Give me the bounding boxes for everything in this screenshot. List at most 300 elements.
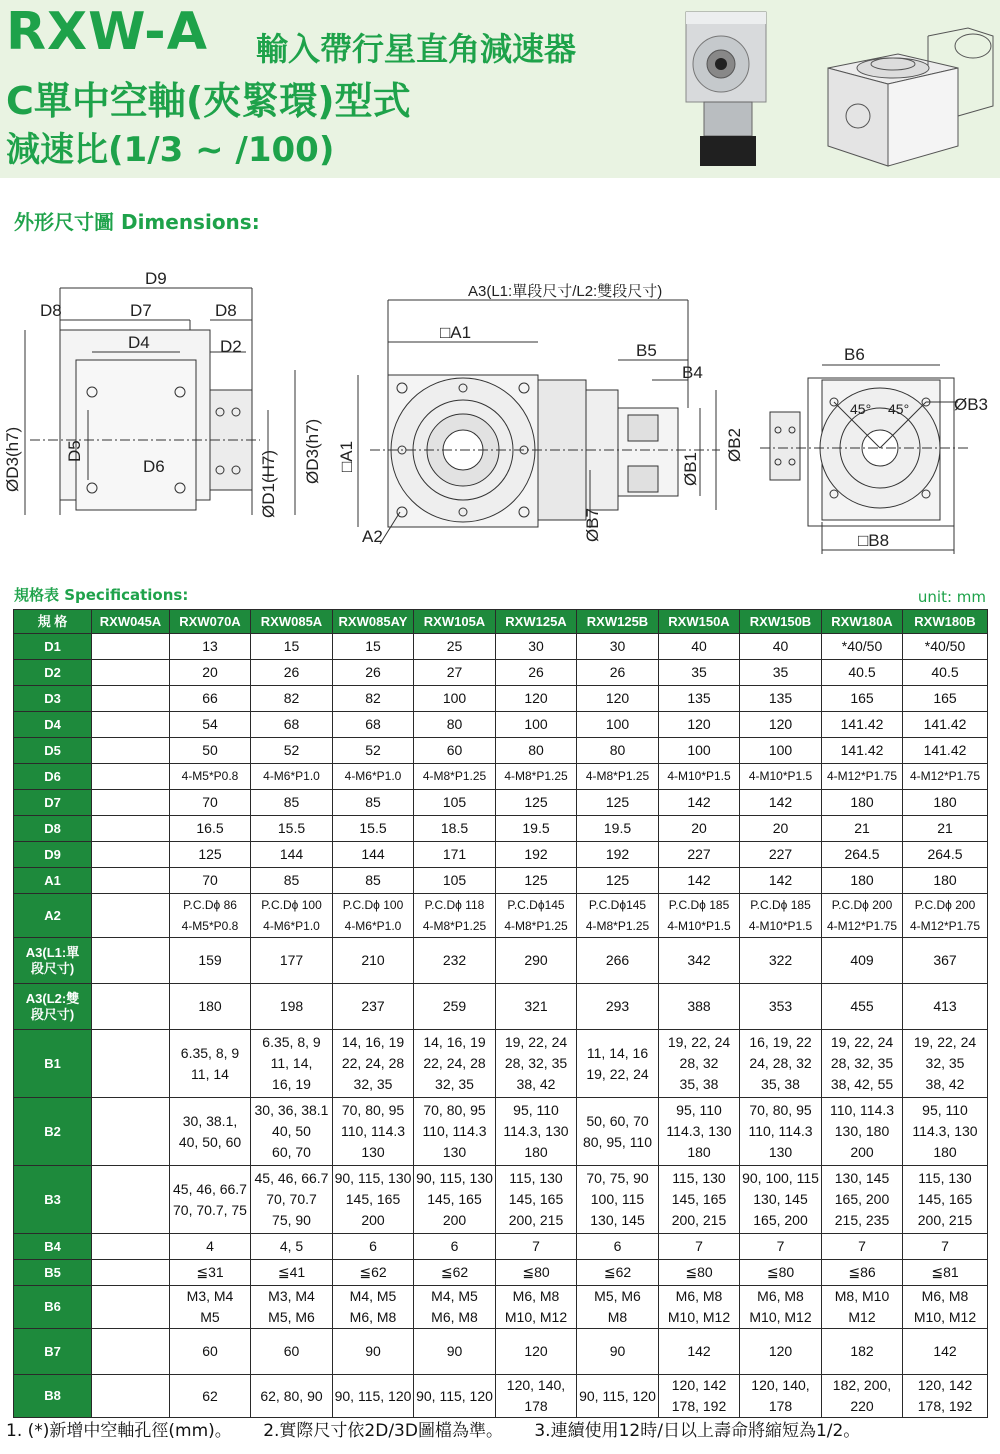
table-row <box>14 842 988 868</box>
table-cell <box>92 634 170 660</box>
table-cell: 259 <box>414 984 496 1030</box>
table-cell: 52 <box>333 738 414 764</box>
table-cell: 110, 114.3 130, 180 200 <box>822 1098 903 1166</box>
table-cell: 70 <box>170 790 251 816</box>
table-cell: 4-M6*P1.0 <box>333 764 414 790</box>
table-cell: 26 <box>577 660 659 686</box>
label-d6: D6 <box>143 457 165 476</box>
table-cell: ≦62 <box>577 1260 659 1286</box>
table-cell: P.C.Dϕ 118 4-M8*P1.25 <box>414 894 496 938</box>
row-label: D4 <box>14 712 92 738</box>
row-label: D5 <box>14 738 92 764</box>
table-cell: 6.35, 8, 9 11, 14 <box>170 1030 251 1098</box>
header-cell: 規 格 <box>14 610 92 634</box>
table-cell: *40/50 <box>903 634 988 660</box>
table-cell: 4-M5*P0.8 <box>170 764 251 790</box>
row-label: B8 <box>14 1375 92 1418</box>
table-cell: 30 <box>496 634 577 660</box>
row-label: A1 <box>14 868 92 894</box>
table-cell <box>92 938 170 984</box>
table-cell: 68 <box>333 712 414 738</box>
table-cell: 141.42 <box>903 738 988 764</box>
table-cell: 70, 80, 95 110, 114.3 130 <box>740 1098 822 1166</box>
table-cell: 85 <box>251 868 333 894</box>
table-cell: 16.5 <box>170 816 251 842</box>
table-cell: 105 <box>414 868 496 894</box>
row-label: B4 <box>14 1234 92 1260</box>
table-cell: 80 <box>577 738 659 764</box>
table-cell: 264.5 <box>822 842 903 868</box>
table-cell: 18.5 <box>414 816 496 842</box>
table-cell: P.C.Dϕ 86 4-M5*P0.8 <box>170 894 251 938</box>
table-cell: 388 <box>659 984 740 1030</box>
table-cell: 7 <box>903 1234 988 1260</box>
table-cell: 120 <box>740 712 822 738</box>
row-label: D2 <box>14 660 92 686</box>
label-b7: ØB7 <box>583 507 602 542</box>
header-cell: RXW085A <box>251 610 333 634</box>
table-cell: 4, 5 <box>251 1234 333 1260</box>
table-cell: 90 <box>577 1329 659 1375</box>
table-cell <box>92 842 170 868</box>
table-cell: 70, 80, 95 110, 114.3 130 <box>414 1098 496 1166</box>
table-cell: 95, 110 114.3, 130 180 <box>659 1098 740 1166</box>
table-row <box>14 790 988 816</box>
table-cell: 227 <box>740 842 822 868</box>
header-cell: RXW085AY <box>333 610 414 634</box>
label-b2: ØB2 <box>725 427 744 462</box>
table-cell: 7 <box>659 1234 740 1260</box>
table-cell: 15.5 <box>333 816 414 842</box>
table-cell: 14, 16, 19 22, 24, 28 32, 35 <box>414 1030 496 1098</box>
table-cell <box>92 1234 170 1260</box>
label-a1-top: □A1 <box>440 323 472 342</box>
table-cell: 85 <box>333 868 414 894</box>
specifications-table <box>13 609 988 1418</box>
table-row <box>14 938 988 984</box>
table-row <box>14 1234 988 1260</box>
table-cell: 6 <box>333 1234 414 1260</box>
product-title: 輸入帶行星直角減速器 <box>256 30 577 68</box>
table-cell: 125 <box>170 842 251 868</box>
table-cell: 25 <box>414 634 496 660</box>
row-label: B1 <box>14 1030 92 1098</box>
table-cell: 342 <box>659 938 740 984</box>
table-cell: 321 <box>496 984 577 1030</box>
table-cell: ≦81 <box>903 1260 988 1286</box>
table-cell: 27 <box>414 660 496 686</box>
table-cell: 120 <box>659 712 740 738</box>
table-cell: 80 <box>496 738 577 764</box>
label-angle-left: 45° <box>850 401 872 417</box>
table-cell: 227 <box>659 842 740 868</box>
model-name: RXW-A <box>6 2 208 62</box>
table-cell: 165 <box>822 686 903 712</box>
label-a3: A3(L1:單段尺寸/L2:雙段尺寸) <box>468 283 663 300</box>
table-row <box>14 712 988 738</box>
table-cell: 115, 130 145, 165 200, 215 <box>903 1166 988 1234</box>
table-cell: P.C.Dϕ 100 4-M6*P1.0 <box>333 894 414 938</box>
label-d2: D2 <box>220 337 242 356</box>
table-cell: 198 <box>251 984 333 1030</box>
table-cell: 70, 75, 90 100, 115 130, 145 <box>577 1166 659 1234</box>
table-cell: 82 <box>333 686 414 712</box>
footnote: 3.連續使用12時/日以上壽命將縮短為1/2。 <box>534 1421 861 1441</box>
table-cell: 30, 36, 38.1 40, 50 60, 70 <box>251 1098 333 1166</box>
table-row <box>14 660 988 686</box>
table-cell: P.C.Dϕ145 4-M8*P1.25 <box>577 894 659 938</box>
table-row <box>14 1286 988 1329</box>
table-cell: M4, M5 M6, M8 <box>414 1286 496 1329</box>
table-cell: 165 <box>903 686 988 712</box>
label-d9: D9 <box>145 269 167 288</box>
row-label: D3 <box>14 686 92 712</box>
dimension-drawing <box>0 260 1000 580</box>
table-cell: 100 <box>659 738 740 764</box>
table-cell: 125 <box>496 868 577 894</box>
table-cell: 15.5 <box>251 816 333 842</box>
table-cell: 40.5 <box>822 660 903 686</box>
product-3d-drawing <box>808 6 998 174</box>
table-cell: 144 <box>251 842 333 868</box>
table-cell: 11, 14, 16 19, 22, 24 <box>577 1030 659 1098</box>
table-cell: 120, 142 178, 192 <box>903 1375 988 1418</box>
table-row <box>14 1329 988 1375</box>
table-cell: 21 <box>903 816 988 842</box>
table-cell <box>92 1375 170 1418</box>
table-cell: 45, 46, 66.7 70, 70.7 75, 90 <box>251 1166 333 1234</box>
table-row <box>14 984 988 1030</box>
table-cell: 4-M12*P1.75 <box>822 764 903 790</box>
table-cell: 266 <box>577 938 659 984</box>
product-photo <box>676 4 776 174</box>
table-cell: M5, M6 M8 <box>577 1286 659 1329</box>
table-cell <box>92 1329 170 1375</box>
table-cell: 7 <box>496 1234 577 1260</box>
table-cell: 15 <box>251 634 333 660</box>
table-cell: 115, 130 145, 165 200, 215 <box>659 1166 740 1234</box>
table-cell: ≦62 <box>414 1260 496 1286</box>
table-cell: ≦80 <box>659 1260 740 1286</box>
table-cell: 237 <box>333 984 414 1030</box>
table-cell: 180 <box>170 984 251 1030</box>
table-cell: 90, 115, 120 <box>333 1375 414 1418</box>
table-cell: 62, 80, 90 <box>251 1375 333 1418</box>
label-b6: B6 <box>844 345 865 364</box>
table-cell: 171 <box>414 842 496 868</box>
header-cell: RXW180A <box>822 610 903 634</box>
table-cell: 95, 110 114.3, 130 180 <box>903 1098 988 1166</box>
row-label: D7 <box>14 790 92 816</box>
table-cell: 40 <box>740 634 822 660</box>
table-cell: ≦86 <box>822 1260 903 1286</box>
table-cell: 50 <box>170 738 251 764</box>
table-cell: 20 <box>170 660 251 686</box>
header-cell: RXW180B <box>903 610 988 634</box>
table-cell: 141.42 <box>822 712 903 738</box>
table-cell: 26 <box>251 660 333 686</box>
table-cell: ≦41 <box>251 1260 333 1286</box>
table-cell: ≦80 <box>740 1260 822 1286</box>
table-cell: 7 <box>822 1234 903 1260</box>
table-cell: 264.5 <box>903 842 988 868</box>
table-cell: 353 <box>740 984 822 1030</box>
table-cell: 180 <box>822 790 903 816</box>
table-cell: 192 <box>577 842 659 868</box>
label-d8-left: D8 <box>40 301 62 320</box>
label-b5: B5 <box>636 341 657 360</box>
table-cell <box>92 1030 170 1098</box>
label-d8-right: D8 <box>215 301 237 320</box>
table-cell: 26 <box>496 660 577 686</box>
label-d4: D4 <box>128 333 150 352</box>
table-cell: 4-M10*P1.5 <box>740 764 822 790</box>
table-cell <box>92 984 170 1030</box>
table-cell: 45, 46, 66.7 70, 70.7, 75 <box>170 1166 251 1234</box>
table-cell <box>92 894 170 938</box>
row-label: D6 <box>14 764 92 790</box>
table-cell: M8, M10 M12 <box>822 1286 903 1329</box>
table-cell: M6, M8 M10, M12 <box>496 1286 577 1329</box>
table-cell: P.C.Dϕ 200 4-M12*P1.75 <box>903 894 988 938</box>
header-cell: RXW045A <box>92 610 170 634</box>
table-cell: 70 <box>170 868 251 894</box>
table-cell: 4 <box>170 1234 251 1260</box>
row-label: B6 <box>14 1286 92 1329</box>
table-cell: 135 <box>740 686 822 712</box>
table-cell: 142 <box>740 790 822 816</box>
label-d7: D7 <box>130 301 152 320</box>
table-cell: 290 <box>496 938 577 984</box>
table-cell: *40/50 <box>822 634 903 660</box>
table-cell: 4-M6*P1.0 <box>251 764 333 790</box>
table-cell: 90 <box>414 1329 496 1375</box>
table-cell: P.C.Dϕ 185 4-M10*P1.5 <box>659 894 740 938</box>
label-b4: B4 <box>682 363 703 382</box>
table-cell: 4-M8*P1.25 <box>496 764 577 790</box>
table-cell: 4-M8*P1.25 <box>414 764 496 790</box>
table-cell: 19, 22, 24 28, 32, 35 38, 42, 55 <box>822 1030 903 1098</box>
table-cell: 90, 115, 120 <box>414 1375 496 1418</box>
table-cell: 90, 115, 120 <box>577 1375 659 1418</box>
table-cell <box>92 686 170 712</box>
table-row <box>14 868 988 894</box>
table-cell: 120 <box>496 1329 577 1375</box>
table-header-row <box>14 610 988 634</box>
table-cell: M4, M5 M6, M8 <box>333 1286 414 1329</box>
table-cell: M6, M8 M10, M12 <box>740 1286 822 1329</box>
table-cell: 182, 200, 220 <box>822 1375 903 1418</box>
table-cell: 90, 115, 130 145, 165 200 <box>333 1166 414 1234</box>
table-cell: 60 <box>251 1329 333 1375</box>
header-cell: RXW150B <box>740 610 822 634</box>
table-cell: P.C.Dϕ145 4-M8*P1.25 <box>496 894 577 938</box>
row-label: B3 <box>14 1166 92 1234</box>
table-cell: 50, 60, 70 80, 95, 110 <box>577 1098 659 1166</box>
table-cell: P.C.Dϕ 185 4-M10*P1.5 <box>740 894 822 938</box>
table-cell: 120, 140, 178 <box>496 1375 577 1418</box>
table-cell: M3, M4 M5, M6 <box>251 1286 333 1329</box>
header-cell: RXW105A <box>414 610 496 634</box>
table-cell: 20 <box>740 816 822 842</box>
row-label: D8 <box>14 816 92 842</box>
table-cell: 180 <box>822 868 903 894</box>
table-cell: ≦31 <box>170 1260 251 1286</box>
table-cell: 4-M12*P1.75 <box>903 764 988 790</box>
label-angle-right: 45° <box>888 401 910 417</box>
table-cell: 142 <box>903 1329 988 1375</box>
table-cell: 105 <box>414 790 496 816</box>
table-cell: 100 <box>496 712 577 738</box>
table-cell: 100 <box>740 738 822 764</box>
table-cell: 90, 100, 115 130, 145 165, 200 <box>740 1166 822 1234</box>
table-cell <box>92 712 170 738</box>
table-cell: 130, 145 165, 200 215, 235 <box>822 1166 903 1234</box>
header-cell: RXW150A <box>659 610 740 634</box>
header-cell: RXW125B <box>577 610 659 634</box>
table-cell: 141.42 <box>903 712 988 738</box>
specifications-title: 規格表 Specifications: <box>14 586 189 604</box>
table-cell: 16, 19, 22 24, 28, 32 35, 38 <box>740 1030 822 1098</box>
table-cell: 35 <box>740 660 822 686</box>
table-cell: 19.5 <box>496 816 577 842</box>
label-b1: ØB1 <box>681 451 700 486</box>
table-cell: 60 <box>170 1329 251 1375</box>
footnotes <box>6 1416 886 1441</box>
label-d1: ØD1(H7) <box>259 449 278 518</box>
table-cell: 455 <box>822 984 903 1030</box>
table-cell: 182 <box>822 1329 903 1375</box>
table-row <box>14 894 988 938</box>
table-cell: 125 <box>496 790 577 816</box>
label-a2: A2 <box>362 527 383 546</box>
table-cell: 135 <box>659 686 740 712</box>
table-cell: 30 <box>577 634 659 660</box>
table-cell: 19.5 <box>577 816 659 842</box>
table-cell: 100 <box>414 686 496 712</box>
header-cell: RXW070A <box>170 610 251 634</box>
table-cell <box>92 1260 170 1286</box>
table-cell: 180 <box>903 790 988 816</box>
row-label: B2 <box>14 1098 92 1166</box>
table-cell: 142 <box>659 868 740 894</box>
table-cell: 85 <box>251 790 333 816</box>
table-cell: 6 <box>414 1234 496 1260</box>
table-cell <box>92 660 170 686</box>
table-cell: 66 <box>170 686 251 712</box>
table-cell: 52 <box>251 738 333 764</box>
table-cell: 6.35, 8, 9 11, 14, 16, 19 <box>251 1030 333 1098</box>
table-cell: 4-M8*P1.25 <box>577 764 659 790</box>
dimensions-title: 外形尺寸圖 Dimensions: <box>14 210 260 234</box>
table-cell: 19, 22, 24 28, 32, 35 38, 42 <box>496 1030 577 1098</box>
table-cell: 192 <box>496 842 577 868</box>
table-cell: 142 <box>659 1329 740 1375</box>
table-cell: 70, 80, 95 110, 114.3 130 <box>333 1098 414 1166</box>
table-cell: ≦80 <box>496 1260 577 1286</box>
table-row <box>14 764 988 790</box>
table-cell <box>92 816 170 842</box>
table-cell: 100 <box>577 712 659 738</box>
table-cell: 62 <box>170 1375 251 1418</box>
table-cell: 20 <box>659 816 740 842</box>
table-cell: P.C.Dϕ 100 4-M6*P1.0 <box>251 894 333 938</box>
row-label: A2 <box>14 894 92 938</box>
table-row <box>14 1098 988 1166</box>
row-label: A3(L1:單 段尺寸) <box>14 938 92 984</box>
table-cell: 21 <box>822 816 903 842</box>
table-cell <box>92 868 170 894</box>
table-cell: ≦62 <box>333 1260 414 1286</box>
label-d3-right: ØD3(h7) <box>303 418 322 484</box>
table-cell: M6, M8 M10, M12 <box>903 1286 988 1329</box>
label-d5: D5 <box>65 440 84 462</box>
table-cell: M3, M4 M5 <box>170 1286 251 1329</box>
table-cell: 14, 16, 19 22, 24, 28 32, 35 <box>333 1030 414 1098</box>
row-label: D1 <box>14 634 92 660</box>
table-cell: 413 <box>903 984 988 1030</box>
table-cell: 7 <box>740 1234 822 1260</box>
table-cell: P.C.Dϕ 200 4-M12*P1.75 <box>822 894 903 938</box>
table-cell: 85 <box>333 790 414 816</box>
product-subtitle: C單中空軸(夾緊環)型式 <box>6 79 411 123</box>
footnote: 1. (*)新增中空軸孔徑(mm)。 <box>6 1421 232 1441</box>
label-b8: □B8 <box>858 531 890 550</box>
table-cell: 40 <box>659 634 740 660</box>
table-cell: 125 <box>577 868 659 894</box>
table-cell: M6, M8 M10, M12 <box>659 1286 740 1329</box>
table-cell: 13 <box>170 634 251 660</box>
ratio-range: 減速比(1/3 ~ /100) <box>6 130 335 170</box>
header-cell: RXW125A <box>496 610 577 634</box>
table-cell: 19, 22, 24 32, 35 38, 42 <box>903 1030 988 1098</box>
table-cell: 95, 110 114.3, 130 180 <box>496 1098 577 1166</box>
table-cell <box>92 738 170 764</box>
label-a1-side: □A1 <box>337 440 356 472</box>
table-cell: 90 <box>333 1329 414 1375</box>
table-cell: 6 <box>577 1234 659 1260</box>
table-cell: 180 <box>903 868 988 894</box>
table-cell: 210 <box>333 938 414 984</box>
table-cell: 142 <box>740 868 822 894</box>
unit-label: unit: mm <box>917 588 986 606</box>
table-row <box>14 686 988 712</box>
table-cell: 120, 142 178, 192 <box>659 1375 740 1418</box>
table-cell: 115, 130 145, 165 200, 215 <box>496 1166 577 1234</box>
table-cell: 322 <box>740 938 822 984</box>
table-cell: 293 <box>577 984 659 1030</box>
table-cell: 35 <box>659 660 740 686</box>
table-cell: 60 <box>414 738 496 764</box>
table-cell: 80 <box>414 712 496 738</box>
table-cell <box>92 764 170 790</box>
table-cell <box>92 790 170 816</box>
table-row <box>14 634 988 660</box>
table-cell: 120, 140, 178 <box>740 1375 822 1418</box>
label-d3-left: ØD3(h7) <box>3 426 22 492</box>
table-row <box>14 1030 988 1098</box>
table-cell: 90, 115, 130 145, 165 200 <box>414 1166 496 1234</box>
table-row <box>14 816 988 842</box>
table-cell: 30, 38.1, 40, 50, 60 <box>170 1098 251 1166</box>
table-cell: 82 <box>251 686 333 712</box>
header-banner <box>0 0 1000 178</box>
row-label: A3(L2:雙 段尺寸) <box>14 984 92 1030</box>
table-cell <box>92 1166 170 1234</box>
table-row <box>14 738 988 764</box>
table-cell: 409 <box>822 938 903 984</box>
table-cell: 159 <box>170 938 251 984</box>
